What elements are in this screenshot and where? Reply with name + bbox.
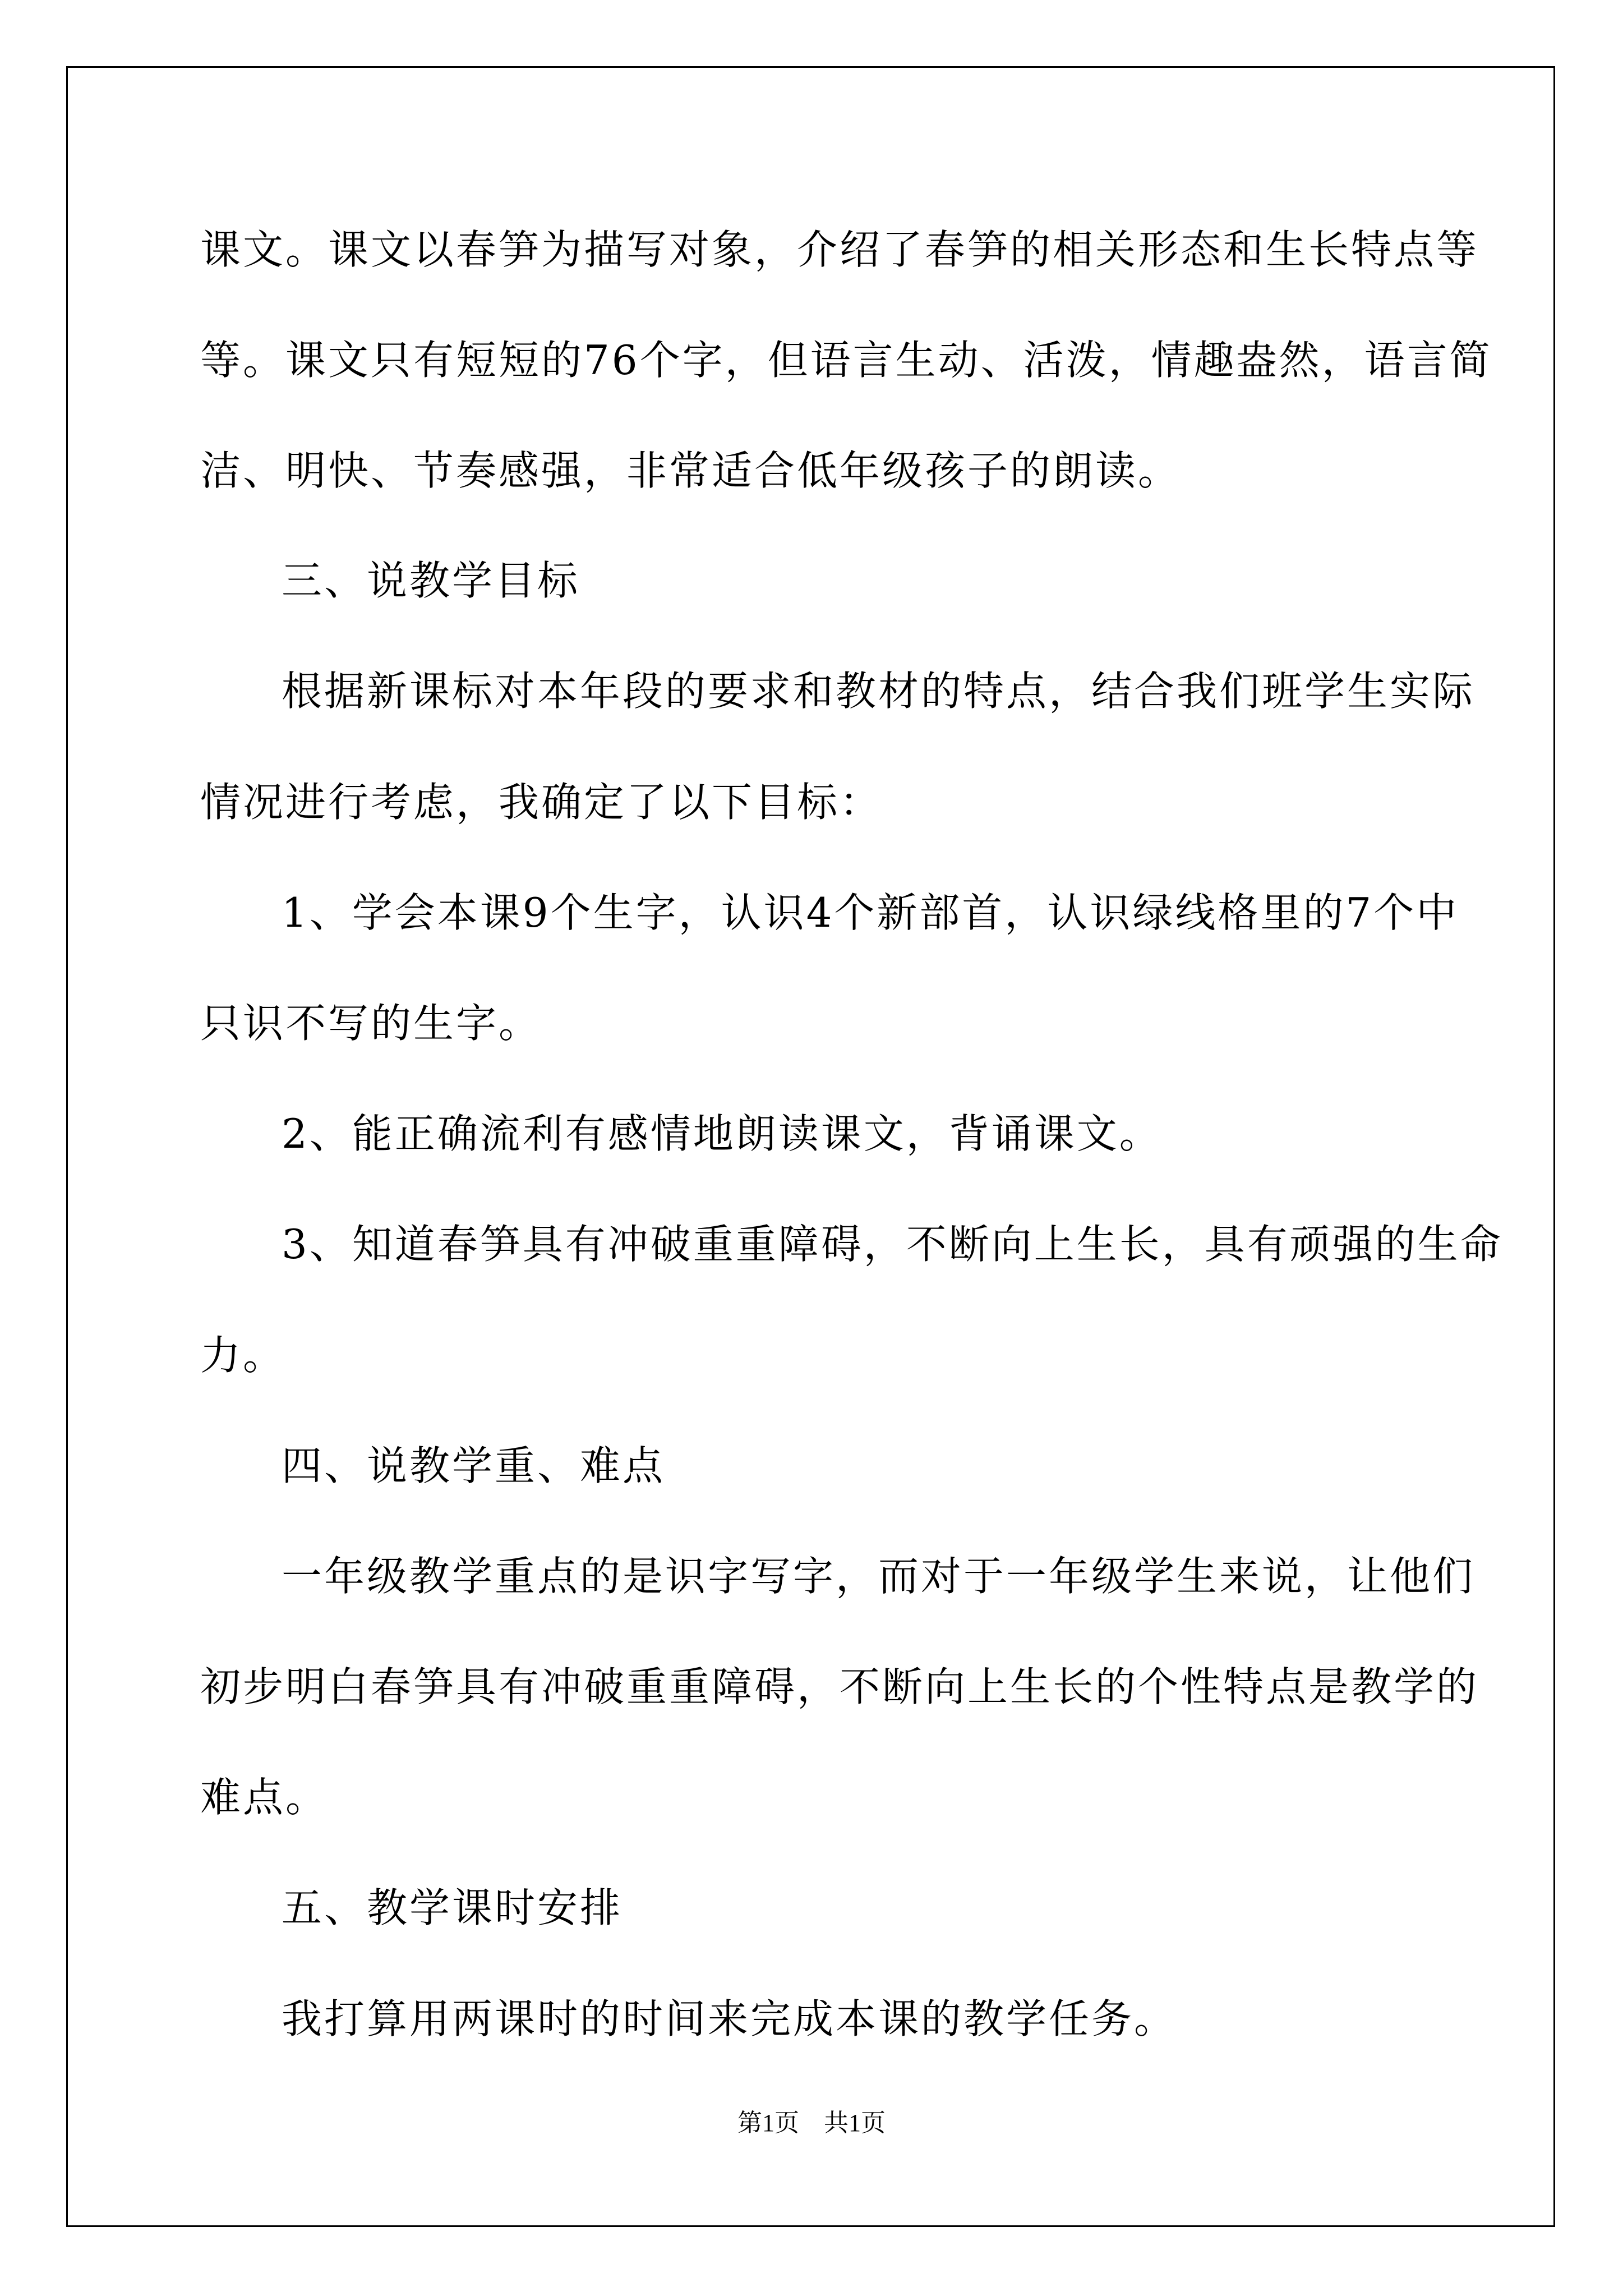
text-line: 课文。课文以春笋为描写对象，介绍了春笋的相关形态和生长特点等 (200, 226, 1479, 273)
text-line: 洁、明快、节奏感强，非常适合低年级孩子的朗读。 (200, 447, 1181, 494)
text-line: 根据新课标对本年段的要求和教材的特点，结合我们班学生实际 (282, 668, 1476, 715)
section-heading: 三、说教学目标 (282, 557, 580, 604)
text-line: 我打算用两课时的时间来完成本课的教学任务。 (282, 1995, 1177, 2042)
text-line: 等。课文只有短短的76个字，但语言生动、活泼，情趣盎然，语言简 (200, 337, 1492, 384)
text-line: 2、能正确流利有感情地朗读课文，背诵课文。 (282, 1110, 1162, 1157)
text-line: 一年级教学重点的是识字写字，而对于一年级学生来说，让他们 (282, 1553, 1476, 1600)
text-line: 难点。 (200, 1774, 329, 1821)
text-line: 初步明白春笋具有冲破重重障碍，不断向上生长的个性特点是教学的 (200, 1663, 1479, 1710)
section-heading: 四、说教学重、难点 (282, 1442, 666, 1489)
text-line: 力。 (200, 1332, 286, 1379)
section-heading: 五、教学课时安排 (282, 1884, 623, 1931)
text-line: 1、学会本课9个生字，认识4个新部首，认识绿线格里的7个中 (282, 889, 1459, 936)
page-number: 第1页 共1页 (737, 2109, 886, 2137)
text-line: 3、知道春笋具有冲破重重障碍，不断向上生长，具有顽强的生命 (282, 1221, 1503, 1268)
text-line: 只识不写的生字。 (200, 1000, 542, 1047)
text-line: 情况进行考虑，我确定了以下目标： (200, 779, 883, 826)
